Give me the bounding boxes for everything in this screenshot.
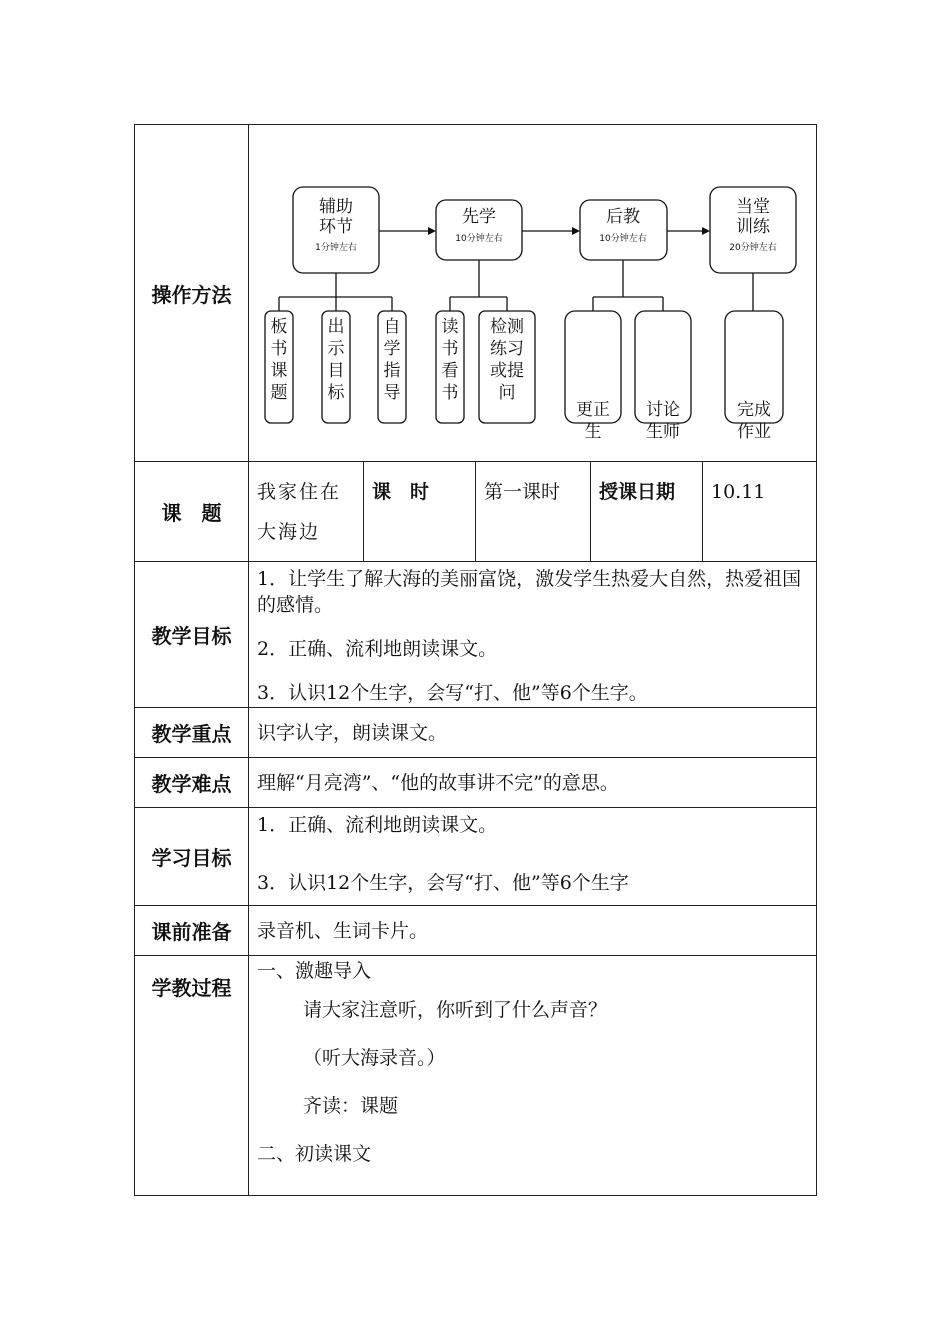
stage-4-name-2: 训练	[736, 217, 770, 237]
preparation-row	[135, 906, 817, 956]
arrow-head-3	[702, 227, 710, 235]
arrow-head-2	[572, 227, 580, 235]
method-label: 操作方法	[135, 125, 249, 462]
process-line-2: （听大海录音。）	[303, 1047, 446, 1069]
process-cell	[249, 956, 817, 1196]
period-value: 第一课时	[476, 462, 591, 562]
substep-7-l1: 讨论	[646, 400, 680, 420]
period-label: 课 时	[364, 462, 476, 562]
stage-1-name-1: 辅助	[319, 197, 353, 217]
substep-1-l4: 题	[270, 383, 288, 403]
substep-6-l1: 更正	[576, 400, 610, 420]
process-row	[135, 956, 817, 1196]
learning-goals-row	[135, 808, 817, 906]
substep-6-l2: 生	[584, 422, 602, 442]
substep-5-l3: 或提	[490, 361, 524, 381]
substep-5-l1: 检测	[490, 317, 524, 337]
stage-2-time: 10分钟左右	[455, 234, 503, 244]
substep-2-l4: 标	[327, 383, 345, 403]
substep-4-l4: 书	[441, 383, 459, 403]
substep-2-l1: 出	[327, 317, 345, 337]
substep-3-l2: 学	[383, 339, 401, 359]
substep-4-l2: 书	[441, 339, 459, 359]
process-section-2: 二、初读课文	[257, 1143, 372, 1165]
difficulties-text: 理解“月亮湾”、“他的故事讲不完”的意思。	[249, 758, 817, 808]
date-label: 授课日期	[591, 462, 703, 562]
lesson-plan-table	[134, 124, 817, 1196]
substep-4-l1: 读	[441, 317, 459, 337]
topic-title	[249, 462, 364, 562]
teaching-goals-row	[135, 562, 817, 708]
process-line-1: 请大家注意听，你听到了什么声音？	[303, 999, 608, 1021]
stage-1-name-2: 环节	[319, 217, 353, 237]
teaching-goal-3: 3．认识12个生字，会写“打、他”等6个生字。	[257, 682, 648, 704]
substep-2-l3: 目	[327, 361, 345, 381]
teaching-goals-cell	[249, 562, 817, 708]
substep-7-l2: 生师	[646, 422, 680, 442]
learning-goal-2: 3．认识12个生字，会写“打、他”等6个生字	[257, 872, 629, 894]
method-row	[135, 125, 817, 462]
learning-goals-label: 学习目标	[135, 808, 249, 906]
key-points-row	[135, 708, 817, 758]
substep-2-l2: 示	[327, 339, 345, 359]
substep-3-l3: 指	[383, 361, 401, 381]
substep-1-l2: 书	[270, 339, 288, 359]
teaching-goals-label: 教学目标	[135, 562, 249, 708]
process-label: 学教过程	[135, 956, 249, 1196]
stage-4-name-1: 当堂	[736, 197, 770, 217]
teaching-goal-2: 2．正确、流利地朗读课文。	[257, 638, 498, 660]
learning-goals-cell	[249, 808, 817, 906]
flow-diagram-cell	[249, 125, 817, 462]
difficulties-label: 教学难点	[135, 758, 249, 808]
substep-1-l1: 板	[270, 317, 288, 337]
process-section-1: 一、激趣导入	[257, 960, 372, 982]
substep-3-l1: 自	[383, 317, 401, 337]
preparation-label: 课前准备	[135, 906, 249, 956]
topic-title-line1: 我家住在	[257, 481, 342, 503]
teaching-goal-1: 1．让学生了解大海的美丽富饶，激发学生热爱大自然，热爱祖国的感情。	[257, 568, 802, 616]
substep-1-l3: 课	[270, 361, 288, 381]
substep-8-l2: 作业	[737, 422, 771, 442]
stage-4-time: 20分钟左右	[729, 243, 777, 253]
substep-3-l4: 导	[383, 383, 401, 403]
stage-3-time: 10分钟左右	[599, 234, 647, 244]
preparation-text: 录音机、生词卡片。	[249, 906, 817, 956]
flow-diagram	[249, 125, 816, 461]
process-line-3: 齐读：课题	[303, 1095, 399, 1117]
topic-title-line2: 大海边	[257, 521, 321, 543]
key-points-label: 教学重点	[135, 708, 249, 758]
substep-5-l2: 练习	[490, 339, 524, 359]
topic-label: 课 题	[135, 462, 249, 562]
substep-5-l4: 问	[498, 383, 516, 403]
arrow-head-1	[428, 227, 436, 235]
difficulties-row	[135, 758, 817, 808]
learning-goal-1: 1．正确、流利地朗读课文。	[257, 814, 498, 836]
topic-row	[135, 462, 817, 562]
stage-3-name-1: 后教	[606, 207, 640, 227]
stage-1-time: 1分钟左右	[315, 243, 357, 253]
substep-4-l3: 看	[441, 361, 459, 381]
key-points-text: 识字认字，朗读课文。	[249, 708, 817, 758]
stage-2-name-1: 先学	[462, 207, 496, 227]
date-value: 10.11	[703, 462, 817, 562]
substep-8-l1: 完成	[737, 400, 771, 420]
